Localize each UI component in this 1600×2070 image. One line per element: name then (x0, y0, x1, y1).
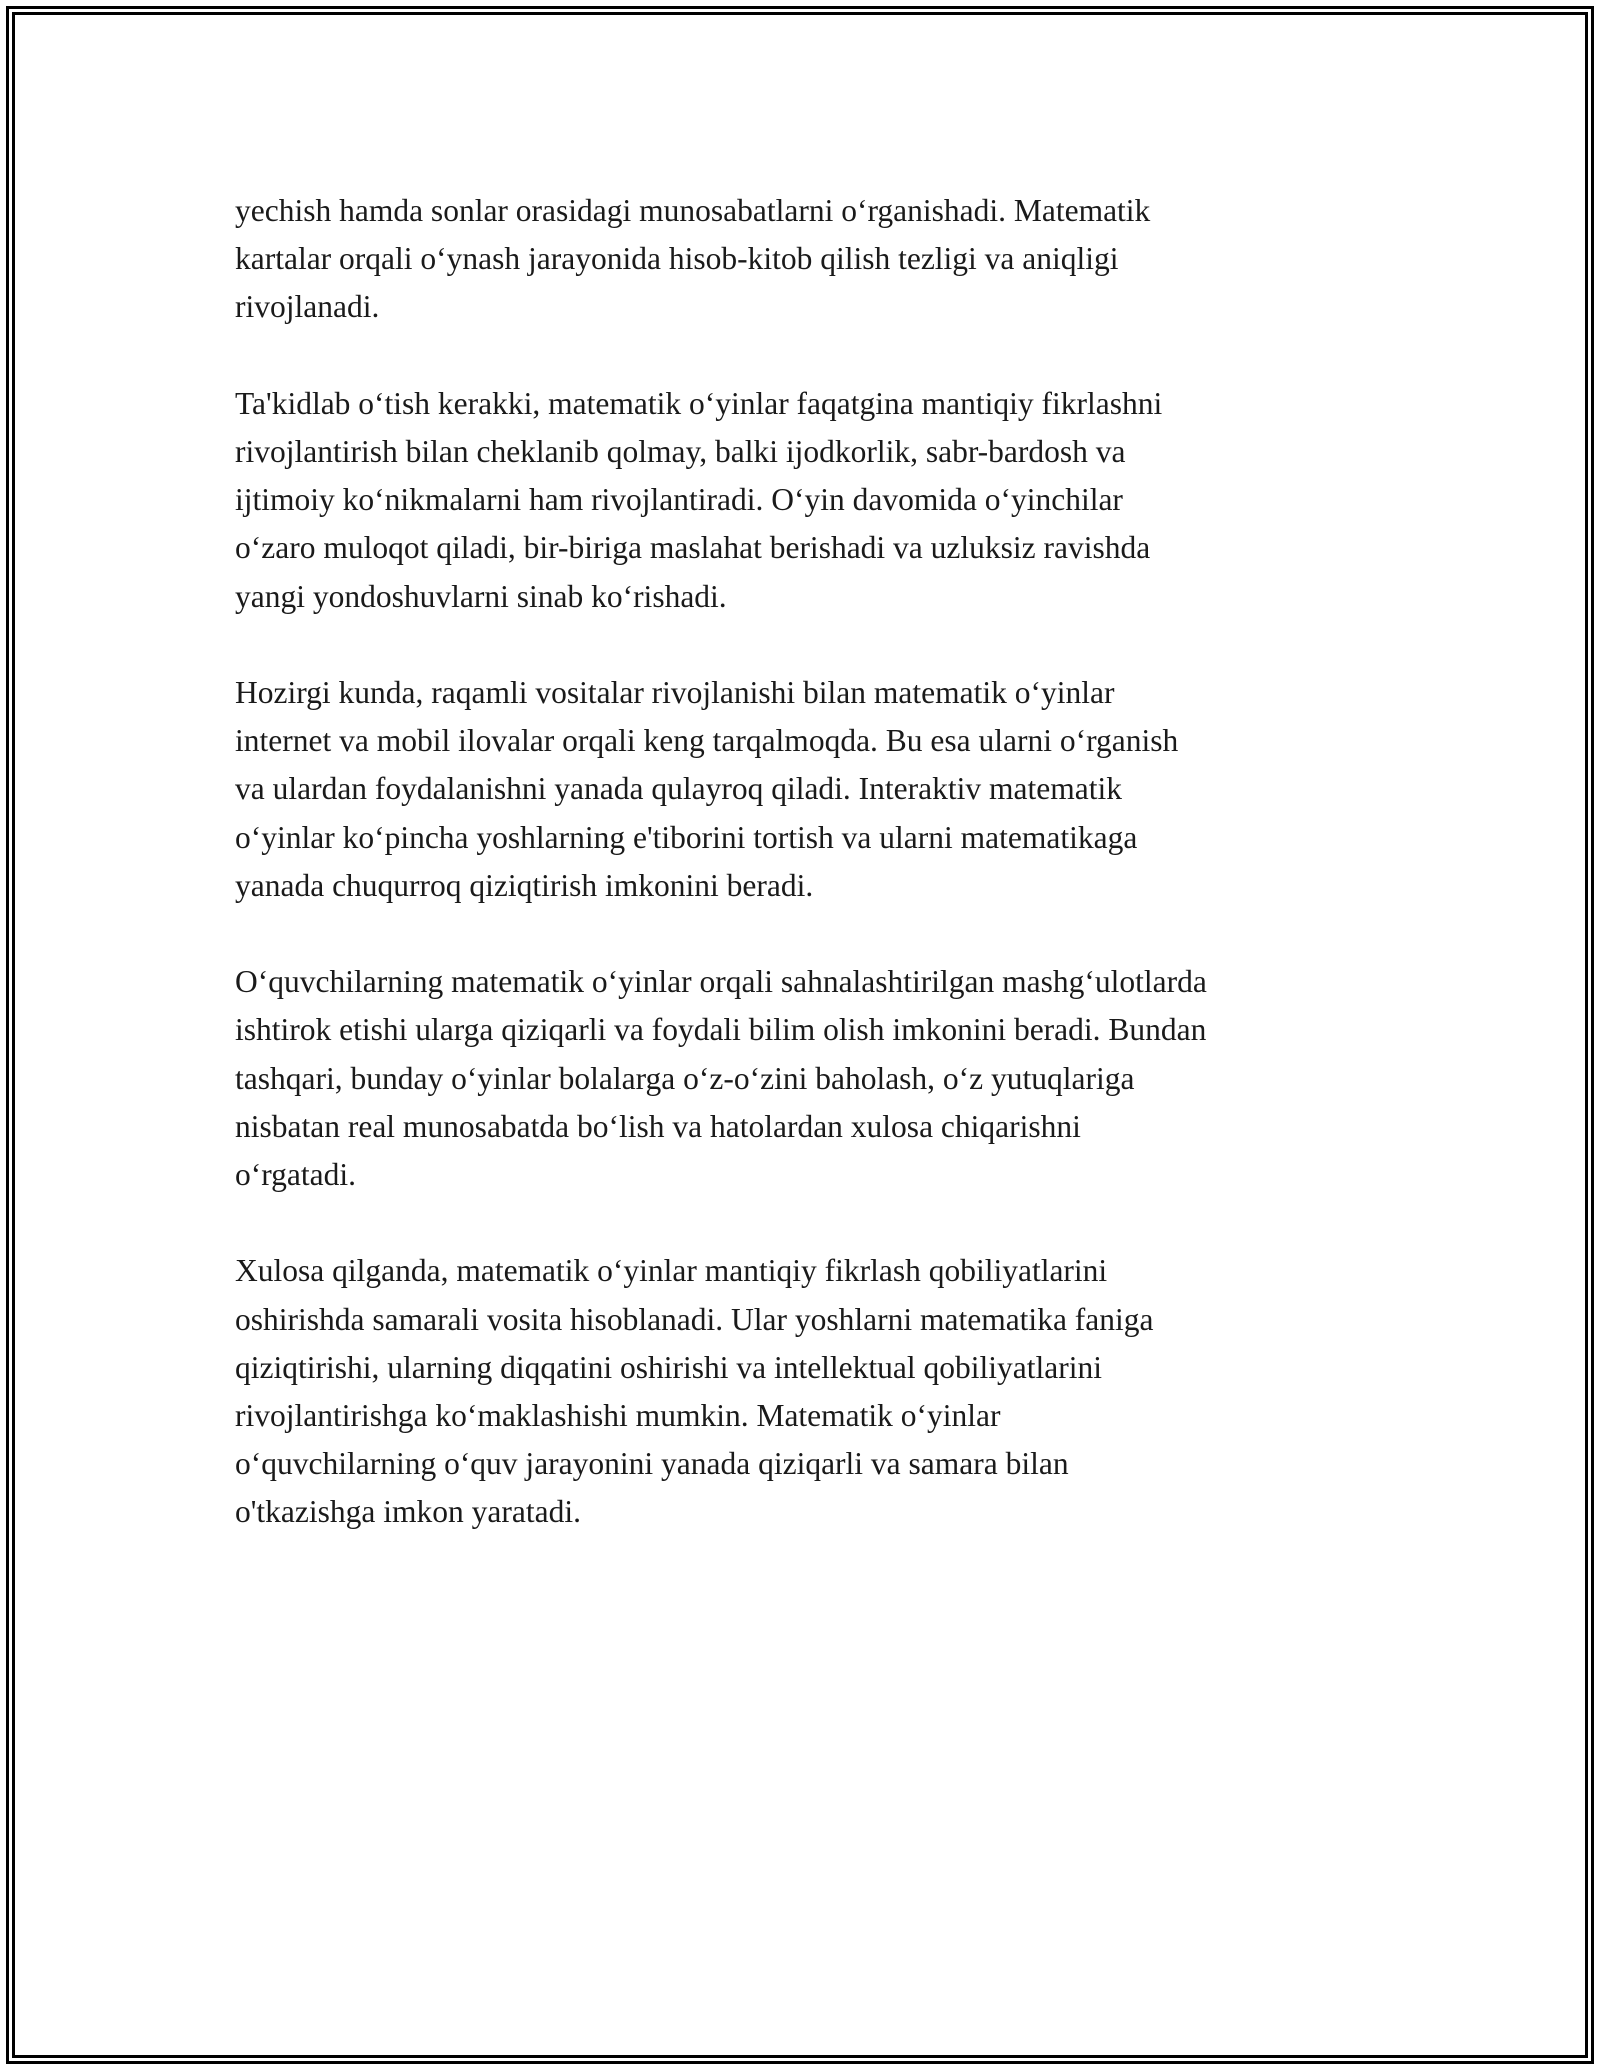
text-line: o‘yinlar ko‘pincha yoshlarning e'tiborini tortish va ularni matematikaga (235, 819, 1138, 855)
text-line: qiziqtirishi, ularning diqqatini oshirishi va intellektual qobiliyatlarini (235, 1349, 1102, 1385)
paragraph-5 (235, 1247, 1385, 1536)
text-line: rivojlantirish bilan cheklanib qolmay, balki ijodkorlik, sabr-bardosh va (235, 434, 1126, 469)
text-line: o‘zaro muloqot qiladi, bir-biriga maslahat berishadi va uzluksiz ravishda (235, 530, 1151, 566)
text-line: O‘quvchilarning matematik o‘yinlar orqali sahnalashtirilgan mashg‘ulotlarda (235, 964, 1207, 1000)
text-line: yangi yondoshuvlarni sinab ko‘rishadi. (235, 578, 727, 614)
text-line: internet va mobil ilovalar orqali keng tarqalmoqda. Bu esa ularni o‘rganish (235, 723, 1179, 759)
text-line: tashqari, bunday o‘yinlar bolalarga o‘z-o‘zini baholash, o‘z yutuqlariga (235, 1060, 1135, 1096)
text-line: rivojlanadi. (235, 289, 380, 325)
text-line: rivojlantirishga ko‘maklashishi mumkin. Matematik o‘yinlar (235, 1398, 1001, 1434)
text-line: ijtimoiy ko‘nikmalarni ham rivojlantiradi. O‘yin davomida o‘yinchilar (235, 482, 1123, 518)
text-line: Hozirgi kunda, raqamli vositalar rivojlanishi bilan matematik o‘yinlar (235, 675, 1115, 710)
paragraph-1 (235, 187, 1385, 332)
text-line: o‘quvchilarning o‘quv jarayonini yanada qiziqarli va samara bilan (235, 1446, 1069, 1482)
text-line: ishtirok etishi ularga qiziqarli va foydali bilim olish imkonini beradi. Bundan (235, 1012, 1207, 1048)
text-line: Ta'kidlab o‘tish kerakki, matematik o‘yinlar faqatgina mantiqiy fikrlashni (235, 385, 1163, 421)
document-body (235, 187, 1385, 1585)
text-line: kartalar orqali o‘ynash jarayonida hisob-kitob qilish tezligi va aniqligi (235, 241, 1119, 277)
text-line: va ulardan foydalanishni yanada qulayroq qiladi. Interaktiv matematik (235, 771, 1122, 807)
text-line: o'tkazishga imkon yaratadi. (235, 1494, 581, 1530)
text-line: oshirishda samarali vosita hisoblanadi. Ular yoshlarni matematika faniga (235, 1301, 1154, 1337)
paragraph-2 (235, 380, 1385, 621)
paragraph-4 (235, 958, 1385, 1199)
paragraph-3 (235, 669, 1385, 910)
text-line: yanada chuqurroq qiziqtirish imkonini beradi. (235, 867, 814, 903)
text-line: o‘rgatadi. (235, 1157, 357, 1193)
text-line: yechish hamda sonlar orasidagi munosabatlarni o‘rganishadi. Matematik (235, 193, 1151, 228)
text-line: Xulosa qilganda, matematik o‘yinlar mantiqiy fikrlash qobiliyatlarini (235, 1253, 1108, 1289)
text-line: nisbatan real munosabatda bo‘lish va hatolardan xulosa chiqarishni (235, 1108, 1081, 1144)
